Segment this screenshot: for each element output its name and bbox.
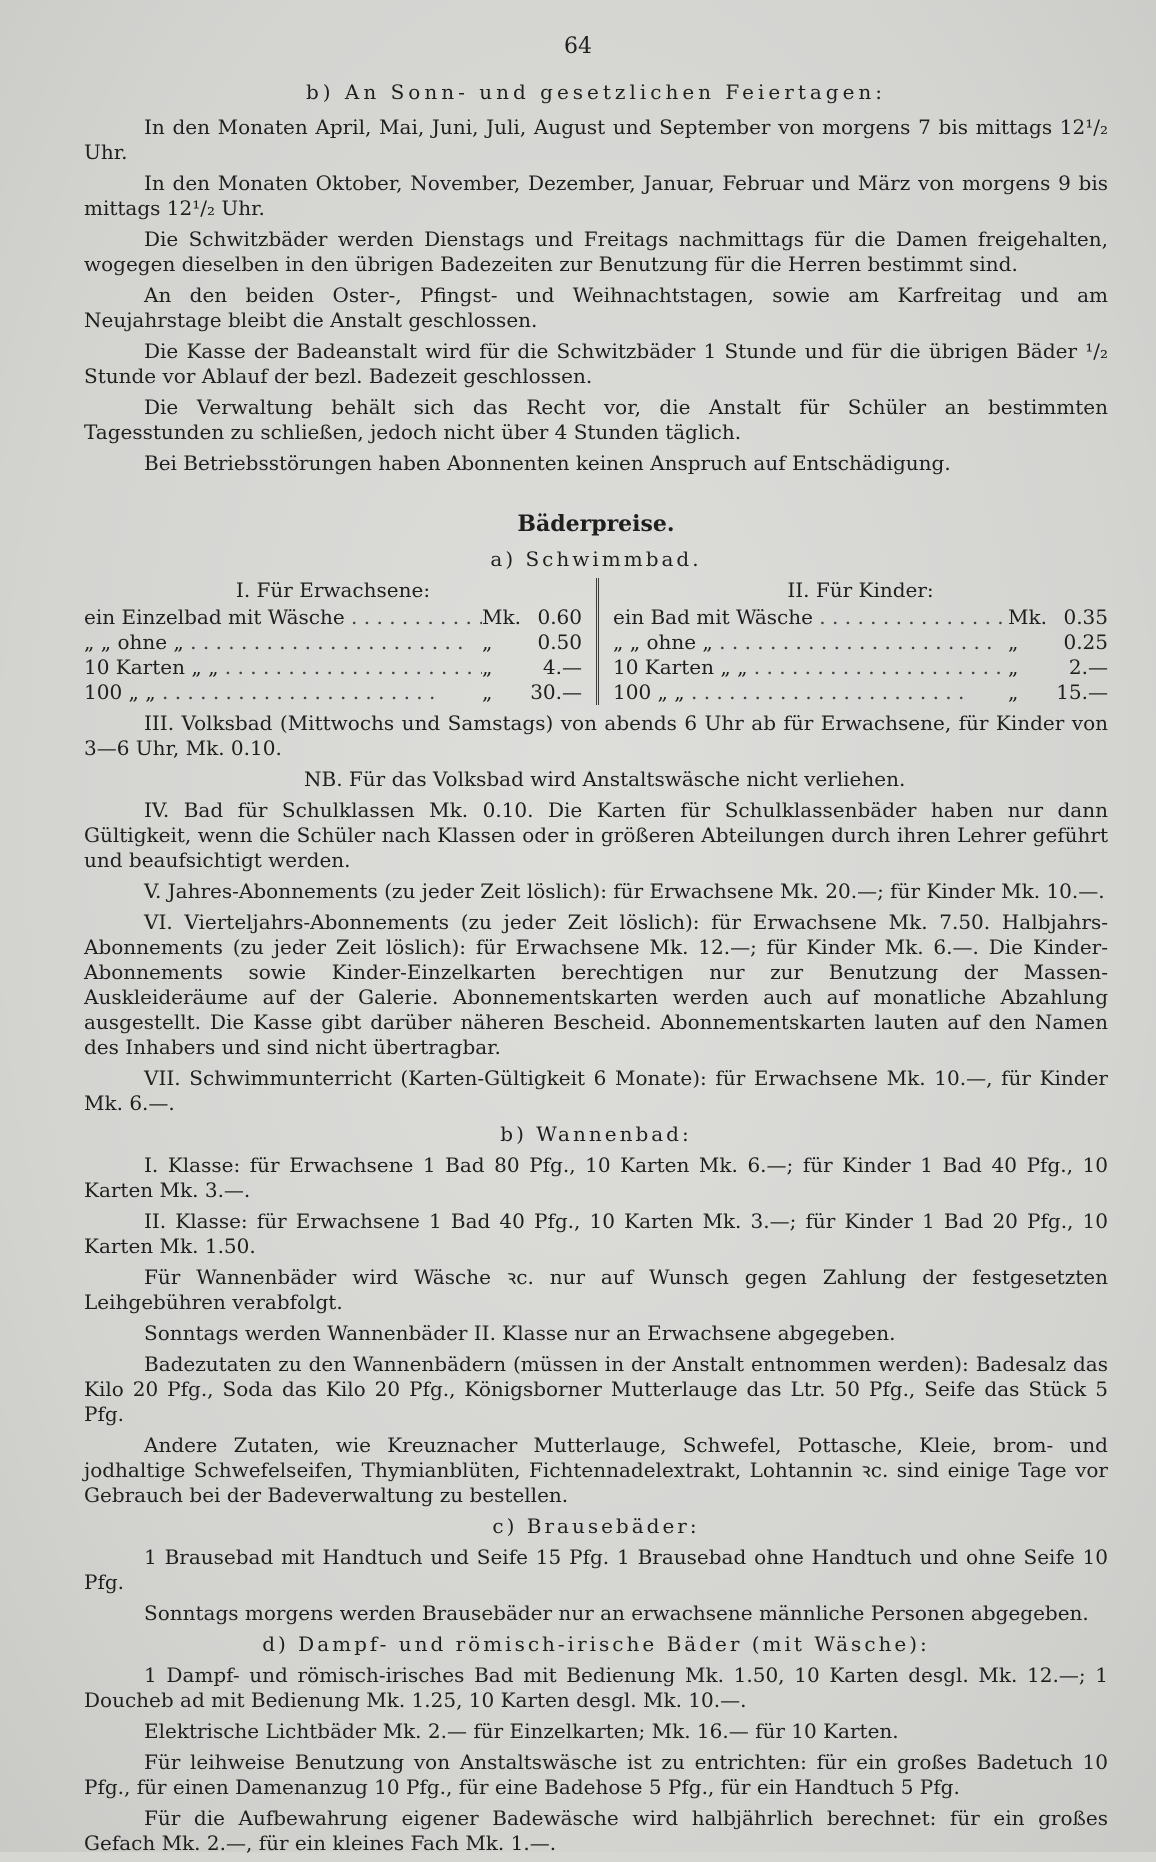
price-row	[84, 605, 582, 630]
paragraph: V. Jahres-Abonnements (zu jeder Zeit löslich): für Erwachsene Mk. 20.—; für Kinder Mk. 10.—.	[144, 879, 1105, 903]
page-number: 64	[564, 34, 592, 59]
shower-heading: c) Brausebäder:	[492, 1514, 700, 1538]
paragraph: Die Kasse der Badeanstalt wird für die Schwitzbäder 1 Stunde und für die übrigen Bäder ¹/₂ Stunde vor Ablauf der bezl. Badezeit geschlossen.	[84, 339, 1108, 388]
price-label: „ „ ohne „ . . .	[613, 630, 1008, 655]
price-label: 10 Karten „ „ . . .	[84, 655, 482, 680]
paragraph: Die Schwitzbäder werden Dienstags und Freitags nachmittags für die Damen freigehalten, wogegen dieselben in den übrigen Badezeiten zur Benutzung für die Herren bestimmt sind.	[84, 227, 1108, 276]
price-label: 100 „ „ . . .	[613, 680, 1008, 705]
paragraph: Für Wannenbäder wird Wäsche ꝛc. nur auf Wunsch gegen Zahlung der festgesetzten Leihgebühren verabfolgt.	[84, 1265, 1108, 1314]
children-price-column	[596, 578, 1108, 705]
paragraph: In den Monaten April, Mai, Juni, Juli, August und September von morgens 7 bis mittags 12¹/₂ Uhr.	[84, 115, 1108, 164]
price-label: 10 Karten „ „ . . .	[613, 655, 1008, 680]
paragraph: An den beiden Oster-, Pfingst- und Weihnachtstagen, sowie am Karfreitag und am Neujahrstage bleibt die Anstalt geschlossen.	[84, 283, 1108, 332]
tub-heading: b) Wannenbad:	[500, 1122, 692, 1146]
price-label: ein Einzelbad mit Wäsche . . .	[84, 605, 482, 630]
price-row	[613, 630, 1108, 655]
price-amount: 0.25	[1063, 630, 1108, 654]
paragraph: Für leihweise Benutzung von Anstaltswäsche ist zu entrichten: für ein großes Badetuch 10 Pfg., für einen Damenanzug 10 Pfg., für eine Badehose 5 Pfg., für ein Handtuch 5 Pfg.	[84, 1750, 1108, 1799]
price-amount: 30.—	[530, 680, 582, 704]
paragraph: NB. Für das Volksbad wird Anstaltswäsche nicht verliehen.	[304, 767, 906, 791]
price-row	[84, 630, 582, 655]
paragraph: 1 Dampf- und römisch-irisches Bad mit Bedienung Mk. 1.50, 10 Karten desgl. Mk. 12.—; 1 Doucheb ad mit Bedienung Mk. 1.25, 10 Karten desgl. Mk. 10.—.	[84, 1663, 1108, 1712]
swim-heading: a) Schwimmbad.	[490, 547, 702, 571]
price-label: ein Bad mit Wäsche . . .	[613, 605, 1008, 630]
paragraph: 1 Brausebad mit Handtuch und Seife 15 Pfg. 1 Brausebad ohne Handtuch und ohne Seife 10 Pfg.	[84, 1545, 1108, 1594]
price-currency: „	[482, 630, 493, 654]
paragraph: VI. Vierteljahrs-Abonnements (zu jeder Zeit löslich): für Erwachsene Mk. 7.50. Halbjahrs-Abonnements (zu jeder Zeit löslich): für Erwachsene Mk. 12.—; für Kinder Mk. 6.—. Die Kinder-Abonnements sowie Kinder-Einzelkarten berechtigen nur zur Benutzung der Massen-Auskleideräume auf der Galerie. Abonnementskarten werden auch auf monatliche Abzahlung ausgestellt. Die Kasse gibt darüber näheren Bescheid. Abonnementskarten lauten auf den Namen des Inhabers und sind nicht übertragbar.	[84, 910, 1108, 1059]
price-amount: 4.—	[542, 655, 582, 679]
paragraph: Für die Aufbewahrung eigener Badewäsche wird halbjährlich berechnet: für ein großes Gefach Mk. 2.—, für ein kleines Fach Mk. 1.—.	[84, 1806, 1108, 1855]
price-amount: 2.—	[1068, 655, 1108, 679]
paragraph: I. Klasse: für Erwachsene 1 Bad 80 Pfg., 10 Karten Mk. 6.—; für Kinder 1 Bad 40 Pfg., 10 Karten Mk. 3.—.	[84, 1153, 1108, 1202]
price-label: „ „ ohne „ . . .	[84, 630, 482, 655]
price-amount: 0.35	[1063, 605, 1108, 629]
price-row	[84, 680, 582, 705]
price-row	[613, 605, 1108, 630]
paragraph: Badezutaten zu den Wannenbädern (müssen in der Anstalt entnommen werden): Badesalz das Kilo 20 Pfg., Soda das Kilo 20 Pfg., Königsborner Mutterlauge das Ltr. 50 Pfg., Seife das Stück 5 Pfg.	[84, 1352, 1108, 1426]
paragraph: Die Verwaltung behält sich das Recht vor, die Anstalt für Schüler an bestimmten Tagesstunden zu schließen, jedoch nicht über 4 Stunden täglich.	[84, 395, 1108, 444]
price-row	[84, 655, 582, 680]
steam-heading: d) Dampf- und römisch-irische Bäder (mit Wäsche):	[262, 1632, 930, 1656]
adults-title: I. Für Erwachsene:	[235, 578, 431, 602]
page-content	[84, 74, 1108, 1862]
price-currency: „	[482, 680, 493, 704]
price-amount: 0.60	[537, 605, 582, 629]
price-currency: „	[1008, 630, 1019, 654]
price-label: 100 „ „ . . .	[84, 680, 482, 705]
paragraph: Bei Betriebsstörungen haben Abonnenten keinen Anspruch auf Entschädigung.	[144, 451, 951, 475]
paragraph: Elektrische Lichtbäder Mk. 2.— für Einzelkarten; Mk. 16.— für 10 Karten.	[144, 1719, 899, 1743]
price-currency: Mk.	[1008, 605, 1047, 629]
paragraph: Sonntags werden Wannenbäder II. Klasse nur an Erwachsene abgegeben.	[144, 1321, 896, 1345]
prices-title: Bäderpreise.	[517, 511, 675, 537]
children-title: II. Für Kinder:	[787, 578, 934, 602]
price-currency: „	[1008, 680, 1019, 704]
paragraph: Andere Zutaten, wie Kreuznacher Mutterlauge, Schwefel, Pottasche, Kleie, brom- und jodhaltige Schwefelseifen, Thymianblüten, Fichtennadelextrakt, Lohtannin ꝛc. sind einige Tage vor Gebrauch bei der Badeverwaltung zu bestellen.	[84, 1433, 1108, 1507]
paragraph: VII. Schwimmunterricht (Karten-Gültigkeit 6 Monate): für Erwachsene Mk. 10.—, für Kinder Mk. 6.—.	[84, 1066, 1108, 1115]
paragraph: IV. Bad für Schulklassen Mk. 0.10. Die Karten für Schulklassenbäder haben nur dann Gültigkeit, wenn die Schüler nach Klassen oder in größeren Abteilungen durch ihren Lehrer geführt und beaufsichtigt werden.	[84, 798, 1108, 872]
price-row	[613, 655, 1108, 680]
price-currency: „	[482, 655, 493, 679]
price-currency: „	[1008, 655, 1019, 679]
price-amount: 0.50	[537, 630, 582, 654]
price-amount: 15.—	[1056, 680, 1108, 704]
paragraph: III. Volksbad (Mittwochs und Samstags) von abends 6 Uhr ab für Erwachsene, für Kinder von 3—6 Uhr, Mk. 0.10.	[84, 711, 1108, 760]
price-row	[613, 680, 1108, 705]
paragraph: In den Monaten Oktober, November, Dezember, Januar, Februar und März von morgens 9 bis mittags 12¹/₂ Uhr.	[84, 171, 1108, 220]
paragraph: Sonntags morgens werden Brausebäder nur an erwachsene männliche Personen abgegeben.	[144, 1601, 1089, 1625]
swim-price-table	[84, 578, 1108, 705]
paragraph: II. Klasse: für Erwachsene 1 Bad 40 Pfg., 10 Karten Mk. 3.—; für Kinder 1 Bad 20 Pfg., 10 Karten Mk. 1.50.	[84, 1209, 1108, 1258]
adults-price-column	[84, 578, 596, 705]
sunday-hours-heading: b) An Sonn- und gesetzlichen Feiertagen:	[305, 80, 887, 104]
price-currency: Mk.	[482, 605, 521, 629]
